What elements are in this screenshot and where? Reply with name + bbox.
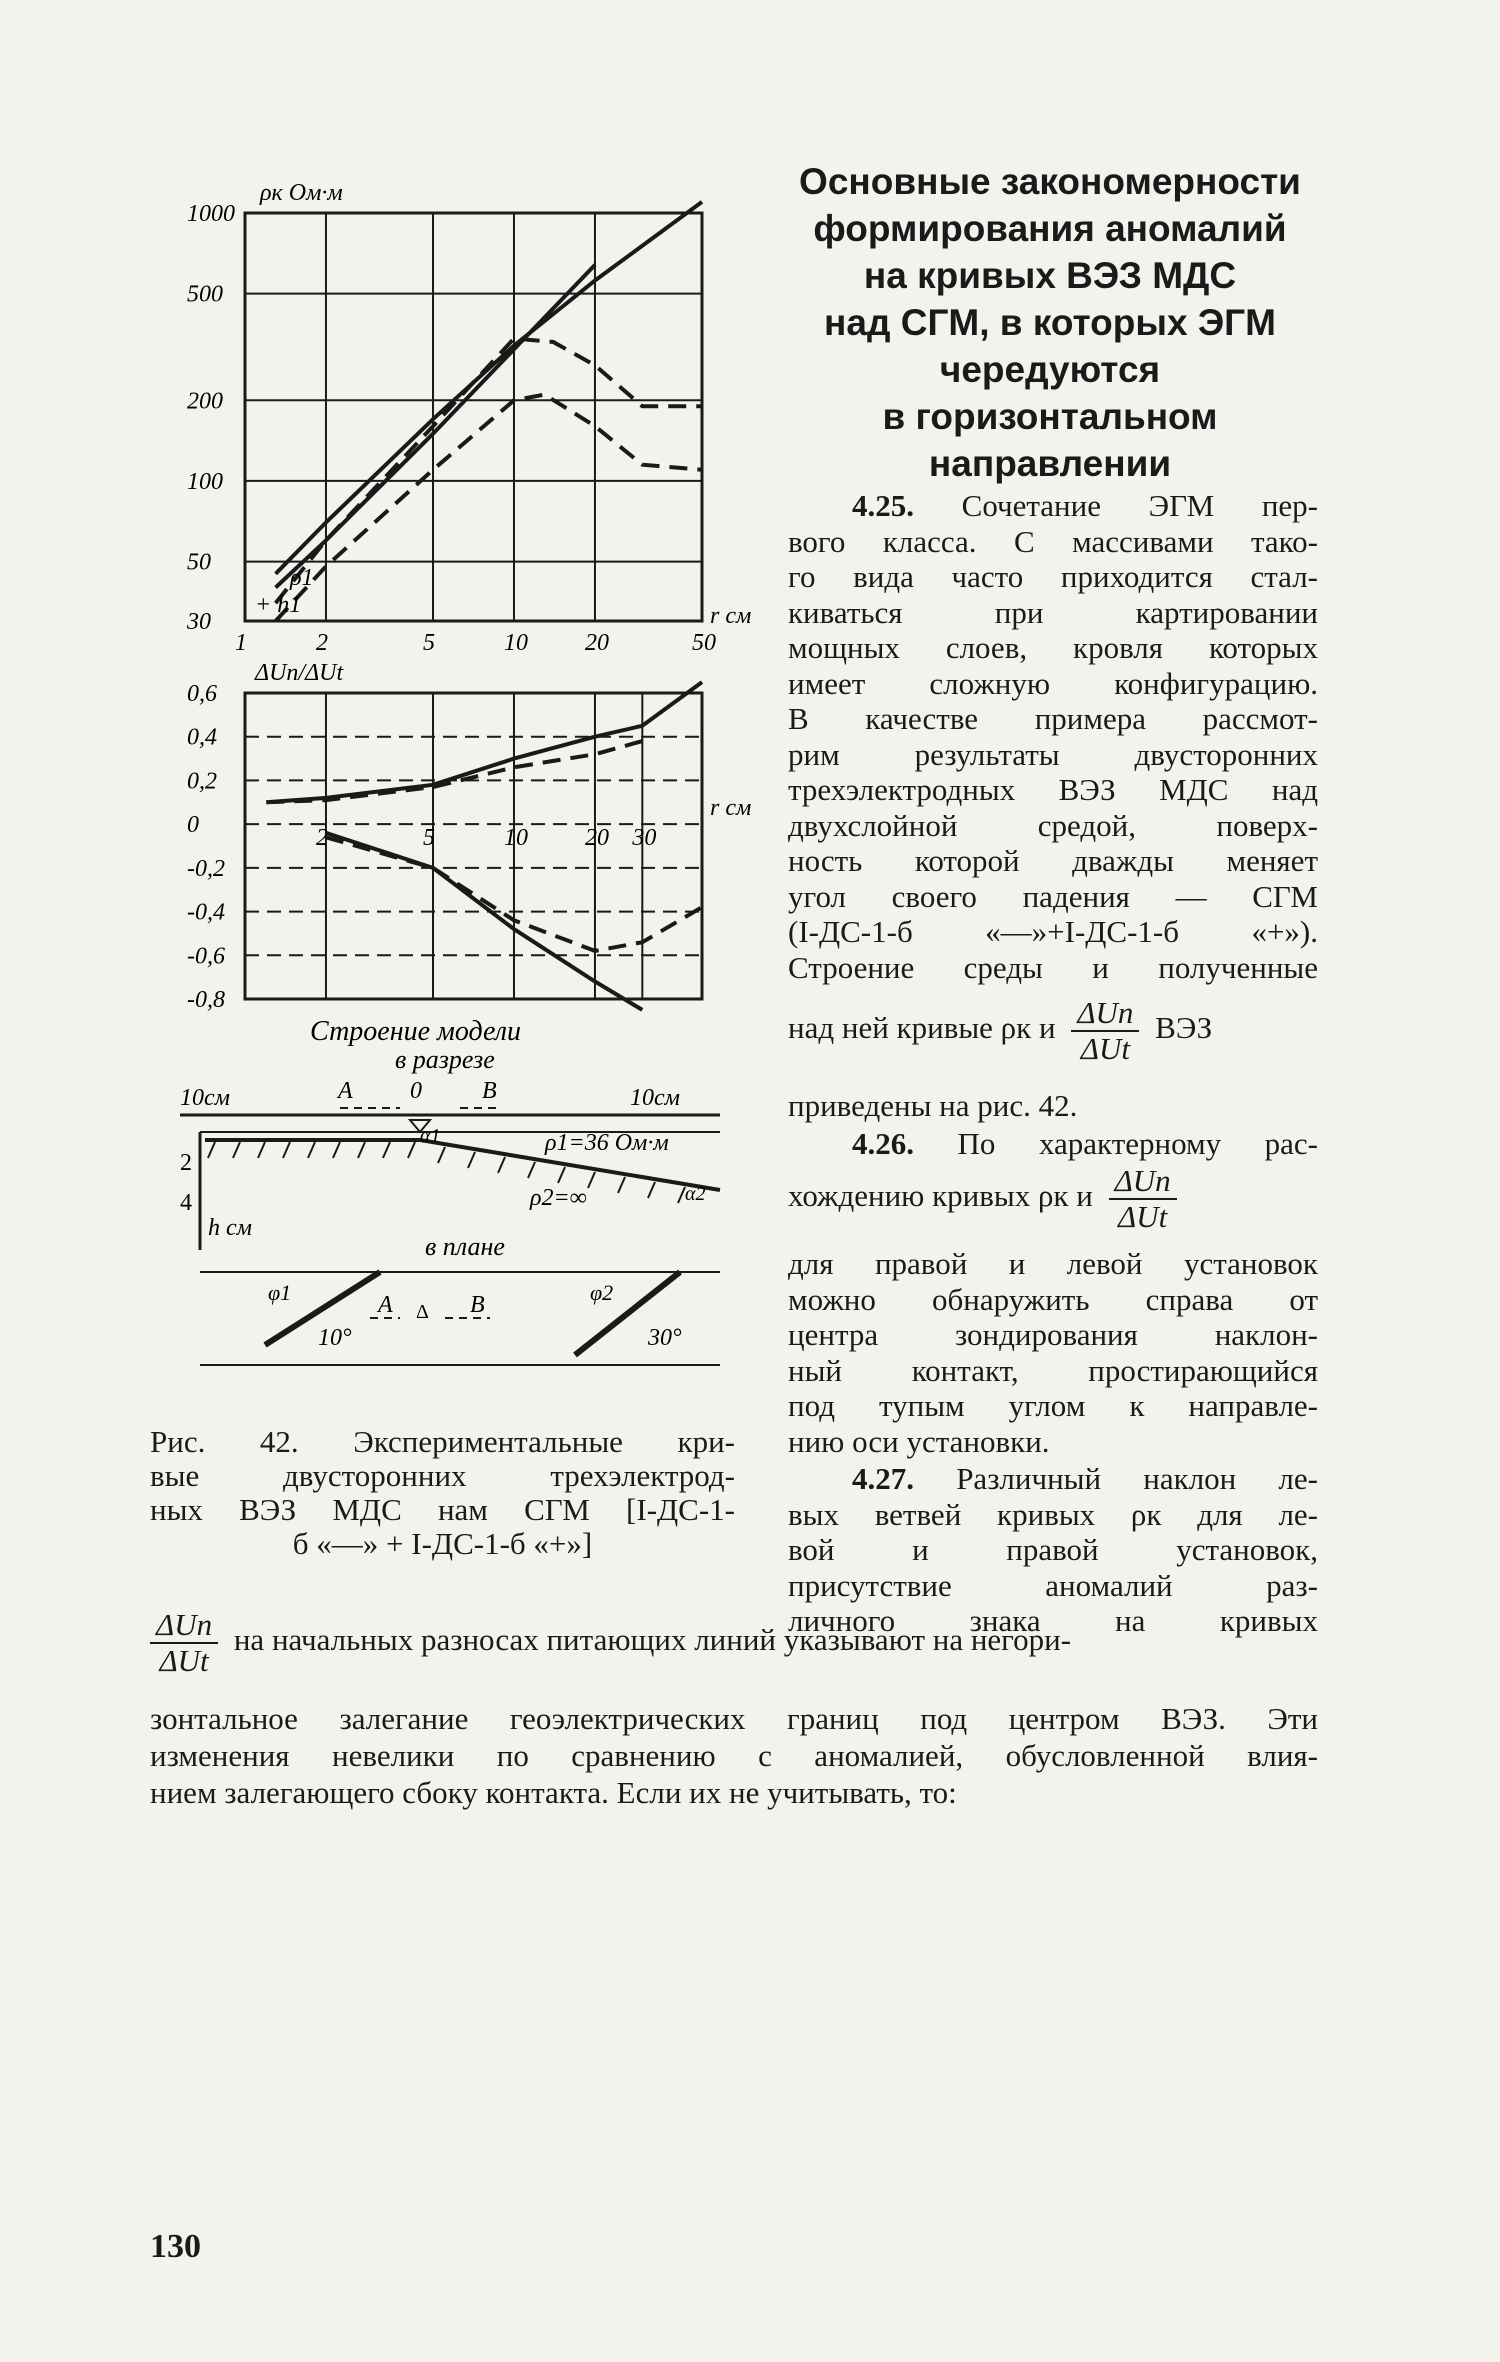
y-tick-label: 0 [187, 812, 199, 839]
y-tick-label: -0,2 [187, 855, 225, 882]
paragraph-4-26-fraction-line [788, 1164, 1318, 1234]
paragraph-line: вых ветвей кривых ρк для ле- [788, 1496, 1318, 1532]
chart1-frame [245, 213, 702, 621]
plan-angle1: 10° [318, 1325, 352, 1351]
chart1-tick-labels [186, 201, 716, 656]
fraction-denominator: ΔUt [159, 1643, 209, 1678]
paragraph-line: угол своего падения — СГМ [788, 878, 1318, 914]
full-width-fraction-line [150, 1608, 1318, 1678]
page-number: 130 [150, 2228, 201, 2265]
heading-line: в горизонтальном [882, 396, 1218, 437]
fraction-prefix: над ней кривые ρк и [788, 1010, 1056, 1046]
y-tick-label: -0,6 [187, 943, 225, 970]
x-tick-label: 2 [315, 630, 328, 656]
series-line [266, 741, 642, 802]
paragraph-line: В качестве примера рассмот- [788, 701, 1318, 736]
full-width-text [150, 1700, 1318, 1811]
rho2-label: ρ2=∞ [530, 1185, 587, 1211]
x-tick-label: 10 [503, 825, 528, 851]
x-tick-label: 5 [423, 630, 436, 656]
paragraph-line: мощных слоев, кровля которых [788, 630, 1318, 665]
y-tick-label: 30 [187, 609, 211, 635]
paragraph-number: 4.26. [852, 1126, 914, 1161]
paragraph-line: ность которой дважды меняет [788, 843, 1318, 878]
y-tick-label: 500 [187, 281, 223, 308]
plan-title: в плане [425, 1232, 505, 1261]
paragraph-line: для правой и левой установок [788, 1246, 1318, 1281]
x-tick-label: 20 [584, 825, 609, 851]
caption-line: вые двусторонних трехэлектрод- [150, 1458, 735, 1493]
plan-b: B [470, 1292, 485, 1318]
paragraph-line: трехэлектродных ВЭЗ МДС над [788, 772, 1318, 807]
paragraph-text: Сочетание ЭГМ пер- [961, 488, 1318, 523]
heading-line: Основные закономерности [799, 161, 1301, 202]
chart1-annotation-h1: + h1 [255, 592, 302, 618]
paragraph-line: нием залегающего сбоку контакта. Если их не учитывать, то: [150, 1775, 957, 1810]
plan-delta: Δ [416, 1301, 429, 1323]
paragraph-line: (I-ДС-1-б «—»+I-ДС-1-б «+»). [788, 914, 1318, 949]
scale-left: 10см [180, 1085, 230, 1111]
x-tick-label: 2 [315, 825, 328, 851]
heading-line: чередуются [939, 349, 1161, 390]
paragraph-text: Различный наклон ле- [956, 1461, 1318, 1496]
paragraph-line: ный контакт, простирающийся [788, 1352, 1318, 1388]
paragraph-line: вой и правой установок, [788, 1532, 1318, 1567]
section-o: 0 [410, 1078, 422, 1104]
fraction-denominator: ΔUt [1118, 1199, 1168, 1234]
y-tick-label: 1000 [187, 201, 235, 227]
section-a: A [338, 1078, 353, 1104]
paragraph-4-26-body [788, 1246, 1318, 1459]
caption-line: ных ВЭЗ МДС нам СГМ [I-ДС-1- [150, 1492, 735, 1527]
paragraph-line: можно обнаружить справа от [788, 1281, 1318, 1317]
paragraph-line: киваться при картировании [788, 594, 1318, 630]
y-tick-label: 0,6 [187, 681, 217, 707]
paragraph-4-25 [788, 488, 1318, 985]
rho1-label: ρ1=36 Ом·м [545, 1130, 669, 1156]
fraction [150, 1608, 218, 1678]
paragraph-number: 4.27. [852, 1461, 914, 1496]
paragraph-line [788, 488, 1318, 524]
paragraph-line: зонтальное залегание геоэлектрических границ под центром ВЭЗ. Эти [150, 1701, 1318, 1736]
paragraph-4-26 [788, 1126, 1318, 1162]
heading-line: на кривых ВЭЗ МДС [863, 255, 1237, 296]
fraction [1071, 996, 1139, 1066]
paragraph-4-25-end [788, 1088, 1318, 1124]
plan-phi2: φ2 [590, 1280, 614, 1305]
depth-4: 4 [180, 1190, 192, 1216]
heading-line: над СГМ, в которых ЭГМ [824, 302, 1276, 343]
chart1-ylabel: ρк Ом·м [260, 180, 343, 206]
model-subtitle: в разрезе [395, 1045, 495, 1074]
plan-a: A [378, 1292, 393, 1318]
paragraph-line: под тупым углом к направле- [788, 1388, 1318, 1423]
chart1-series [276, 202, 702, 621]
paragraph-line: изменения невелики по сравнению с аномалией, обусловленной влия- [150, 1738, 1318, 1773]
alpha1-label: α1 [420, 1125, 441, 1147]
fraction-prefix: хождению кривых ρк и [788, 1178, 1093, 1214]
x-tick-label: 50 [692, 630, 716, 656]
section-heading [770, 158, 1330, 487]
x-tick-label: 10 [503, 630, 528, 656]
fraction-numerator: ΔUп [1071, 996, 1139, 1032]
y-tick-label: -0,4 [187, 899, 225, 926]
chart1-xlabel: r см [710, 603, 752, 629]
paragraph-line: нию оси установки. [788, 1423, 1050, 1459]
chart1-annotation-rho1: ρ1 [290, 565, 314, 591]
scale-right: 10см [630, 1085, 680, 1111]
x-tick-label: 30 [632, 825, 657, 851]
heading-line: направлении [928, 443, 1172, 484]
paragraph-number: 4.25. [852, 488, 914, 523]
fraction-suffix: на начальных разносах питающих линий указывают на негори- [233, 1622, 1072, 1658]
paragraph-line: присутствие аномалий раз- [788, 1567, 1318, 1603]
fraction-denominator: ΔUt [1080, 1031, 1130, 1066]
paragraph-line: го вида часто приходится стал- [788, 559, 1318, 594]
paragraph-4-25-fraction-line [788, 996, 1318, 1066]
y-tick-label: 0,2 [187, 768, 217, 795]
plan-phi1: φ1 [268, 1280, 292, 1305]
depth-2: 2 [180, 1150, 192, 1176]
y-tick-label: 50 [187, 549, 211, 576]
paragraph-line [788, 1461, 1318, 1497]
model-title: Строение модели [310, 1016, 521, 1047]
section-b: B [482, 1078, 497, 1104]
chart2-tick-labels [187, 681, 656, 1013]
caption-line: Рис. 42. Экспериментальные кри- [150, 1424, 735, 1459]
fraction-numerator: ΔUп [1109, 1164, 1177, 1200]
paragraph-line: центра зондирования наклон- [788, 1317, 1318, 1352]
fraction-suffix: ВЭЗ [1155, 1010, 1213, 1046]
fraction [1109, 1164, 1177, 1234]
paragraph-line: имеет сложную конфигурацию. [788, 665, 1318, 701]
x-tick-label: 1 [235, 630, 247, 656]
series-line [276, 202, 702, 574]
x-tick-label: 5 [423, 825, 436, 851]
figure-caption [150, 1425, 735, 1561]
y-tick-label: 100 [187, 468, 223, 495]
paragraph-line: приведены на рис. 42. [788, 1088, 1078, 1123]
depth-unit: h см [208, 1215, 252, 1241]
plan-angle2: 30° [648, 1325, 682, 1351]
paragraph-line: личного знака на кривых [788, 1603, 1318, 1638]
paragraph-line: рим результаты двусторонних [788, 736, 1318, 772]
y-tick-label: 200 [187, 388, 223, 415]
paragraph-line [788, 1126, 1318, 1162]
paragraph-line: Строение среды и полученные [788, 949, 1318, 985]
paragraph-line: вого класса. С массивами тако- [788, 523, 1318, 559]
paragraph-text: По характерному рас- [957, 1126, 1318, 1161]
chart2-xlabel: r см [710, 795, 752, 821]
alpha2-label: α2 [685, 1183, 706, 1205]
x-tick-label: 20 [584, 630, 609, 656]
y-tick-label: -0,8 [187, 987, 225, 1013]
paragraph-line: двухслойной средой, поверх- [788, 807, 1318, 843]
chart1-grid [245, 213, 702, 621]
chart2-ylabel: ΔUп/ΔUt [255, 660, 344, 686]
fraction-numerator: ΔUп [150, 1608, 218, 1644]
caption-line: б «—» + I-ДС-1-б «+»] [292, 1526, 593, 1561]
heading-line: формирования аномалий [813, 208, 1287, 249]
y-tick-label: 0,4 [187, 724, 217, 751]
